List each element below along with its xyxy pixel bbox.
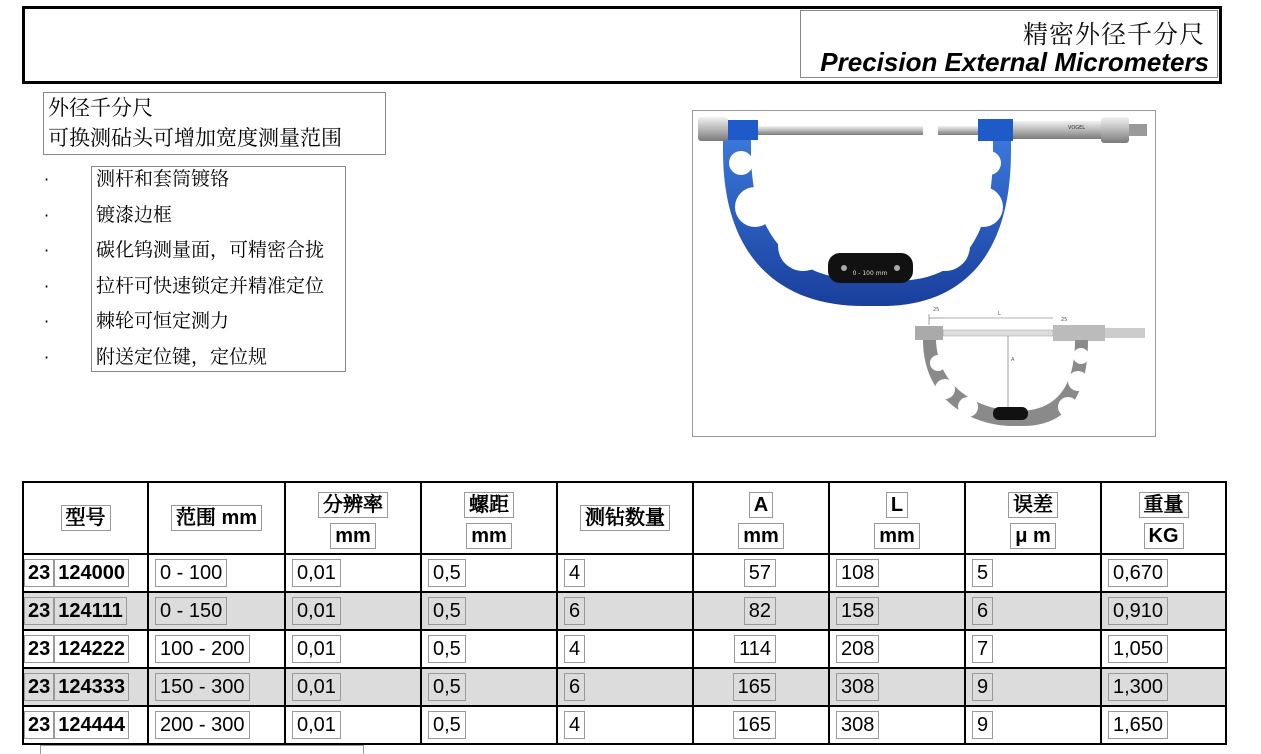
- product-name-box: [43, 92, 386, 155]
- table-row: [23, 554, 1226, 592]
- product-subtitle: 可换测砧头可增加宽度测量范围: [48, 126, 342, 150]
- unit-resolution: mm: [285, 518, 421, 554]
- cell-weight: 0,670: [1101, 554, 1226, 592]
- unit-pitch: mm: [421, 518, 557, 554]
- cell-pitch: 0,5: [421, 630, 557, 668]
- cell-resolution: 0,01: [285, 554, 421, 592]
- dimension-drawing: [915, 307, 1145, 426]
- dim-25-right: 25: [1061, 317, 1068, 323]
- brand-label: VOGEL: [1068, 125, 1086, 131]
- unit-l: mm: [829, 518, 965, 554]
- feature-text: 测杆和套筒镀铬: [96, 168, 230, 190]
- header-model: 型号: [23, 482, 148, 554]
- header-pitch: 螺距: [421, 482, 557, 518]
- cell-a: 165: [693, 706, 829, 744]
- feature-text: 附送定位键，定位规: [96, 345, 268, 368]
- title-box: [800, 10, 1218, 78]
- header-anvils: 测钻数量: [557, 482, 693, 554]
- bullet-icon: ·: [44, 170, 50, 189]
- cell-model: 23 124000: [23, 554, 148, 592]
- dim-l: L: [998, 311, 1001, 317]
- bullet-icon: ·: [44, 241, 50, 260]
- table-header-row: [23, 482, 1226, 518]
- header-range: 范围 mm: [148, 482, 285, 554]
- unit-weight: KG: [1101, 518, 1226, 554]
- cell-range: 150 - 300: [148, 668, 285, 706]
- cell-l: 108: [829, 554, 965, 592]
- cell-l: 208: [829, 630, 965, 668]
- dim-25-left: 25: [933, 307, 940, 313]
- cell-resolution: 0,01: [285, 630, 421, 668]
- cell-a: 114: [693, 630, 829, 668]
- cell-a: 165: [693, 668, 829, 706]
- cell-anvils: 4: [557, 706, 693, 744]
- feature-text: 镀漆边框: [96, 203, 173, 226]
- cell-anvils: 6: [557, 668, 693, 706]
- spec-table: [22, 481, 1227, 745]
- cell-error: 9: [965, 706, 1101, 744]
- feature-text: 碳化钨测量面，可精密合拢: [96, 239, 325, 261]
- cell-resolution: 0,01: [285, 706, 421, 744]
- cell-weight: 0,910: [1101, 592, 1226, 630]
- cell-pitch: 0,5: [421, 668, 557, 706]
- cell-model: 23 124333: [23, 668, 148, 706]
- cell-error: 9: [965, 668, 1101, 706]
- dim-a: A: [1011, 357, 1015, 363]
- product-image-frame: [692, 110, 1156, 437]
- footer-box: [40, 745, 364, 754]
- bullet-icon: ·: [44, 205, 50, 225]
- title-english: Precision External Micrometers: [820, 47, 1209, 77]
- cell-model: 23 124222: [23, 630, 148, 668]
- cell-weight: 1,050: [1101, 630, 1226, 668]
- cell-anvils: 4: [557, 554, 693, 592]
- table-row: [23, 668, 1226, 706]
- cell-a: 82: [693, 592, 829, 630]
- frame-blue: [723, 123, 1011, 306]
- cell-pitch: 0,5: [421, 706, 557, 744]
- cell-error: 5: [965, 554, 1101, 592]
- unit-error: μ m: [965, 518, 1101, 554]
- cell-a: 57: [693, 554, 829, 592]
- feature-text: 棘轮可恒定测力: [96, 310, 230, 332]
- cell-l: 158: [829, 592, 965, 630]
- cell-l: 308: [829, 668, 965, 706]
- cell-error: 6: [965, 592, 1101, 630]
- header-weight: 重量: [1101, 482, 1226, 518]
- cell-pitch: 0,5: [421, 592, 557, 630]
- table-row: [23, 630, 1226, 668]
- table-row: [23, 706, 1226, 744]
- cell-model: 23 124111: [23, 592, 148, 630]
- bullet-icon: ·: [44, 347, 50, 367]
- cell-error: 7: [965, 630, 1101, 668]
- header-l: L: [829, 482, 965, 518]
- cell-weight: 1,300: [1101, 668, 1226, 706]
- cell-range: 0 - 100: [148, 554, 285, 592]
- cell-resolution: 0,01: [285, 592, 421, 630]
- cell-anvils: 4: [557, 630, 693, 668]
- cell-range: 200 - 300: [148, 706, 285, 744]
- cell-anvils: 6: [557, 592, 693, 630]
- title-chinese: 精密外径千分尺: [1022, 20, 1205, 49]
- cell-range: 100 - 200: [148, 630, 285, 668]
- bullet-icon: ·: [44, 312, 50, 331]
- spindle-assembly: [698, 117, 1147, 143]
- header-a: A: [693, 482, 829, 518]
- header-resolution: 分辨率: [285, 482, 421, 518]
- table-row: [23, 592, 1226, 630]
- header-error: 误差: [965, 482, 1101, 518]
- bullet-icon: ·: [44, 276, 50, 296]
- cell-model: 23 124444: [23, 706, 148, 744]
- cell-weight: 1,650: [1101, 706, 1226, 744]
- product-name: 外径千分尺: [48, 96, 153, 120]
- feature-list-box: [91, 166, 346, 372]
- micrometer-illustration: [693, 111, 1155, 436]
- unit-a: mm: [693, 518, 829, 554]
- cell-l: 308: [829, 706, 965, 744]
- cell-range: 0 - 150: [148, 592, 285, 630]
- feature-text: 拉杆可快速锁定并精准定位: [96, 274, 325, 297]
- scale-label: 0 - 100 mm: [852, 270, 888, 277]
- cell-pitch: 0,5: [421, 554, 557, 592]
- cell-resolution: 0,01: [285, 668, 421, 706]
